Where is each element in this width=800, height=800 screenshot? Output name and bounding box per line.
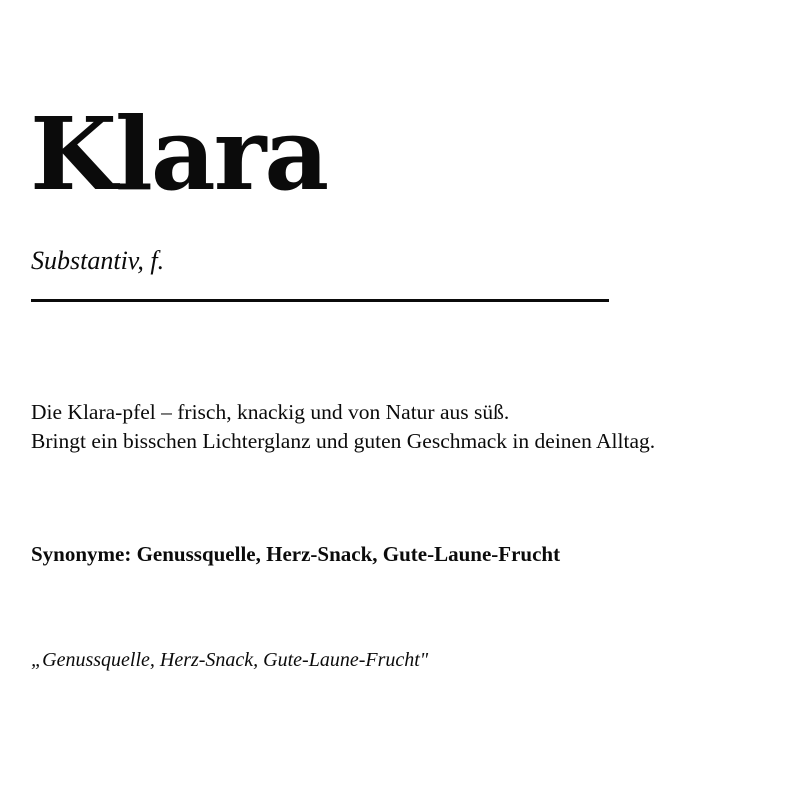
definition-text	[31, 398, 655, 456]
entry-headword: Klara	[30, 95, 328, 213]
definition-line-2: Bringt ein bisschen Lichterglanz und guten Geschmack in deinen Alltag.	[31, 429, 656, 453]
quote-line: „Genussquelle, Herz-Snack, Gute-Laune-Frucht"	[31, 649, 429, 671]
divider-line	[31, 299, 609, 302]
synonyms-line: Synonyme: Genussquelle, Herz-Snack, Gute-Laune-Frucht	[31, 542, 561, 566]
part-of-speech: Substantiv, f.	[31, 246, 165, 275]
definition-line-1: Die Klara-pfel – frisch, knackig und von Natur aus süß.	[31, 400, 510, 424]
